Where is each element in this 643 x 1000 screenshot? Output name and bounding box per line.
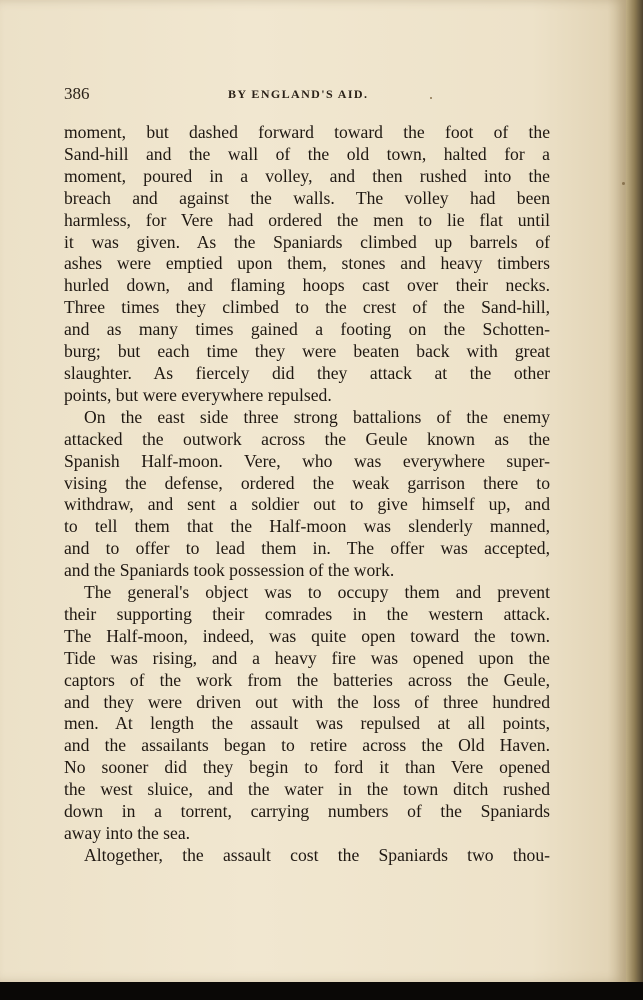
text-line: burg; but each time they were beaten back with great xyxy=(64,341,550,362)
paragraph-first-line: On the east side three strong battalions of the enemy xyxy=(84,406,550,427)
paragraph-first-line: The general's object was to occupy them and prevent xyxy=(84,582,550,603)
text-line: captors of the work from the batteries across the Geule, xyxy=(64,669,550,690)
text-line: it was given. As the Spaniards climbed up barrels of xyxy=(64,231,550,252)
page-header xyxy=(64,84,550,108)
text-line: Three times they climbed to the crest of the Sand-hill, xyxy=(64,297,550,318)
text-line: and the assailants began to retire across the Old Haven. xyxy=(64,735,550,756)
body-text xyxy=(64,122,550,867)
page-number: 386 xyxy=(64,84,90,103)
text-line: men. At length the assault was repulsed at all points, xyxy=(64,713,550,734)
text-line: and to offer to lead them in. The offer was accepted, xyxy=(64,538,550,559)
text-line: The Half-moon, indeed, was quite open toward the town. xyxy=(64,625,550,646)
text-line: breach and against the walls. The volley had been xyxy=(64,187,550,208)
text-line: and as many times gained a footing on the Schotten- xyxy=(64,319,550,340)
paragraph-first-line: Altogether, the assault cost the Spaniards two thou- xyxy=(84,844,550,865)
paper-speck xyxy=(430,97,432,99)
text-line: and they were driven out with the loss of three hundred xyxy=(64,691,550,712)
text-line: to tell them that the Half-moon was slenderly manned, xyxy=(64,516,550,537)
text-line: hurled down, and flaming hoops cast over their necks. xyxy=(64,275,550,296)
text-line: the west sluice, and the water in the town ditch rushed xyxy=(64,779,550,800)
text-line: moment, poured in a volley, and then rushed into the xyxy=(64,165,550,186)
page-edge xyxy=(626,0,643,990)
text-line: their supporting their comrades in the western attack. xyxy=(64,603,550,624)
text-line: ashes were emptied upon them, stones and heavy timbers xyxy=(64,253,550,274)
text-line: harmless, for Vere had ordered the men to lie flat until xyxy=(64,209,550,230)
text-line: slaughter. As fiercely did they attack at the other xyxy=(64,362,550,383)
text-line: Tide was rising, and a heavy fire was opened upon the xyxy=(64,647,550,668)
text-line: Sand-hill and the wall of the old town, halted for a xyxy=(64,143,550,164)
paragraph-last-line: away into the sea. xyxy=(64,823,191,843)
text-line: attacked the outwork across the Geule known as the xyxy=(64,428,550,449)
text-line: vising the defense, ordered the weak garrison there to xyxy=(64,472,550,493)
text-line: Spanish Half-moon. Vere, who was everywhere super- xyxy=(64,450,550,471)
paper-speck xyxy=(622,182,625,185)
paragraph-last-line: and the Spaniards took possession of the work. xyxy=(64,560,395,581)
text-line: down in a torrent, carrying numbers of the Spaniards xyxy=(64,801,550,822)
running-head: BY ENGLAND'S AID. xyxy=(228,87,369,101)
text-line: moment, but dashed forward toward the foot of the xyxy=(64,122,550,142)
text-line: No sooner did they begin to ford it than Vere opened xyxy=(64,757,550,778)
scan-border xyxy=(0,982,643,1000)
text-line: withdraw, and sent a soldier out to give himself up, and xyxy=(64,494,550,515)
paragraph-last-line: points, but were everywhere repulsed. xyxy=(64,384,332,405)
